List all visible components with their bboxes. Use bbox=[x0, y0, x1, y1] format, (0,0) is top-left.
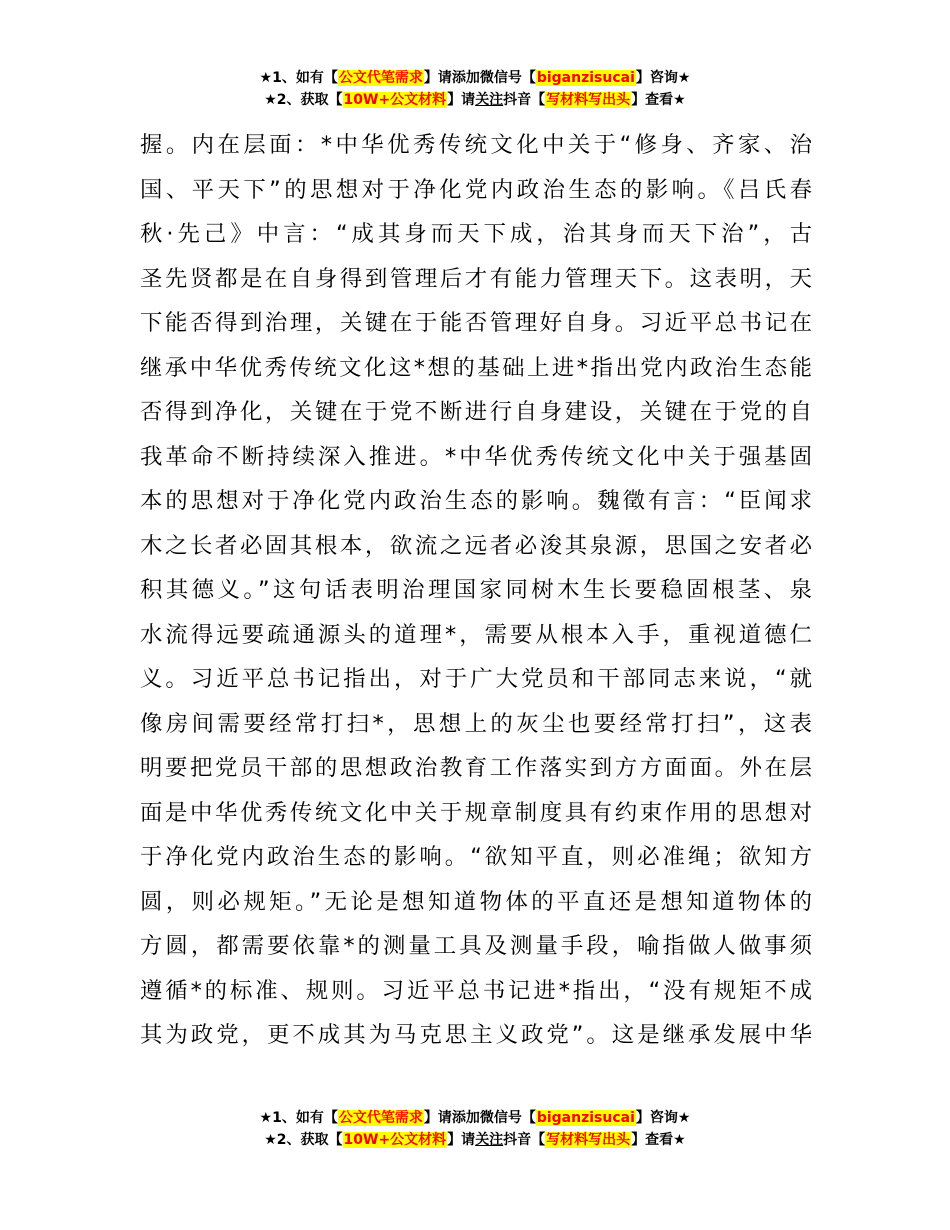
banner-line-1: ★1、如有【公文代笔需求】请添加微信号【biganzisucai】咨询★ bbox=[259, 70, 691, 86]
text-line: 我革命不断持续深入推进。*中华优秀传统文化中关于强基固 bbox=[140, 443, 812, 470]
underlined-follow: 关注 bbox=[475, 1132, 504, 1148]
highlight-materials: 10W+公文材料 bbox=[343, 1132, 447, 1148]
text-line: 水流得远要疏通源头的道理*，需要从根本入手，重视道德仁 bbox=[140, 621, 812, 648]
text-line: 方圆，都需要依靠*的测量工具及测量手段，喻指做人做事须 bbox=[140, 933, 812, 959]
text-line: 否得到净化，关键在于党不断进行自身建设，关键在于党的自 bbox=[140, 399, 812, 425]
header-banner bbox=[0, 67, 950, 111]
banner-line-1: ★1、如有【公文代笔需求】请添加微信号【biganzisucai】咨询★ bbox=[259, 1110, 691, 1126]
highlight-douyin-account: 写材料写出头 bbox=[546, 1132, 631, 1148]
highlight-douyin-account: 写材料写出头 bbox=[546, 92, 631, 108]
document-body bbox=[140, 123, 812, 1058]
text-line: 本的思想对于净化党内政治生态的影响。魏徵有言：“臣闻求 bbox=[140, 488, 812, 514]
text-line: 圣先贤都是在自身得到管理后才有能力管理天下。这表明，天 bbox=[140, 265, 812, 292]
text-line: 其为政党，更不成其为马克思主义政党”。这是继承发展中华 bbox=[140, 1022, 812, 1048]
text-line: 握。内在层面：*中华优秀传统文化中关于“修身、齐家、治 bbox=[140, 132, 812, 158]
text-line: 面是中华优秀传统文化中关于规章制度具有约束作用的思想对 bbox=[140, 799, 812, 826]
highlight-writing-service: 公文代笔需求 bbox=[338, 70, 423, 86]
highlight-writing-service: 公文代笔需求 bbox=[338, 1110, 423, 1126]
highlight-wechat-id: biganzisucai bbox=[536, 70, 635, 86]
banner-line-2: ★2、获取【10W+公文材料】请关注抖音【写材料写出头】查看★ bbox=[264, 92, 686, 108]
text-line: 圆，则必规矩。”无论是想知道物体的平直还是想知道物体的 bbox=[140, 888, 812, 915]
highlight-wechat-id: biganzisucai bbox=[536, 1110, 635, 1126]
text-line: 遵循*的标准、规则。习近平总书记进*指出，“没有规矩不成 bbox=[140, 977, 812, 1004]
text-line: 积其德义。”这句话表明治理国家同树木生长要稳固根茎、泉 bbox=[140, 577, 812, 603]
text-line: 国、平天下”的思想对于净化党内政治生态的影响。《吕氏春 bbox=[140, 176, 812, 203]
footer-banner bbox=[0, 1107, 950, 1151]
text-line: 下能否得到治理，关键在于能否管理好自身。习近平总书记在 bbox=[140, 310, 812, 336]
banner-line-2: ★2、获取【10W+公文材料】请关注抖音【写材料写出头】查看★ bbox=[264, 1132, 686, 1148]
highlight-materials: 10W+公文材料 bbox=[343, 92, 447, 108]
text-line: 义。习近平总书记指出，对于广大党员和干部同志来说，“就 bbox=[140, 666, 812, 692]
text-line: 像房间需要经常打扫*，思想上的灰尘也要经常打扫”，这表 bbox=[140, 710, 812, 737]
text-line: 继承中华优秀传统文化这*想的基础上进*指出党内政治生态能 bbox=[140, 354, 812, 381]
text-line: 明要把党员干部的思想政治教育工作落实到方方面面。外在层 bbox=[140, 755, 812, 781]
text-line: 于净化党内政治生态的影响。“欲知平直，则必准绳；欲知方 bbox=[140, 844, 812, 870]
text-line: 秋·先己》中言：“成其身而天下成，治其身而天下治”，古 bbox=[140, 221, 812, 247]
text-line: 木之长者必固其根本，欲流之远者必浚其泉源，思国之安者必 bbox=[140, 532, 812, 559]
underlined-follow: 关注 bbox=[475, 92, 504, 108]
